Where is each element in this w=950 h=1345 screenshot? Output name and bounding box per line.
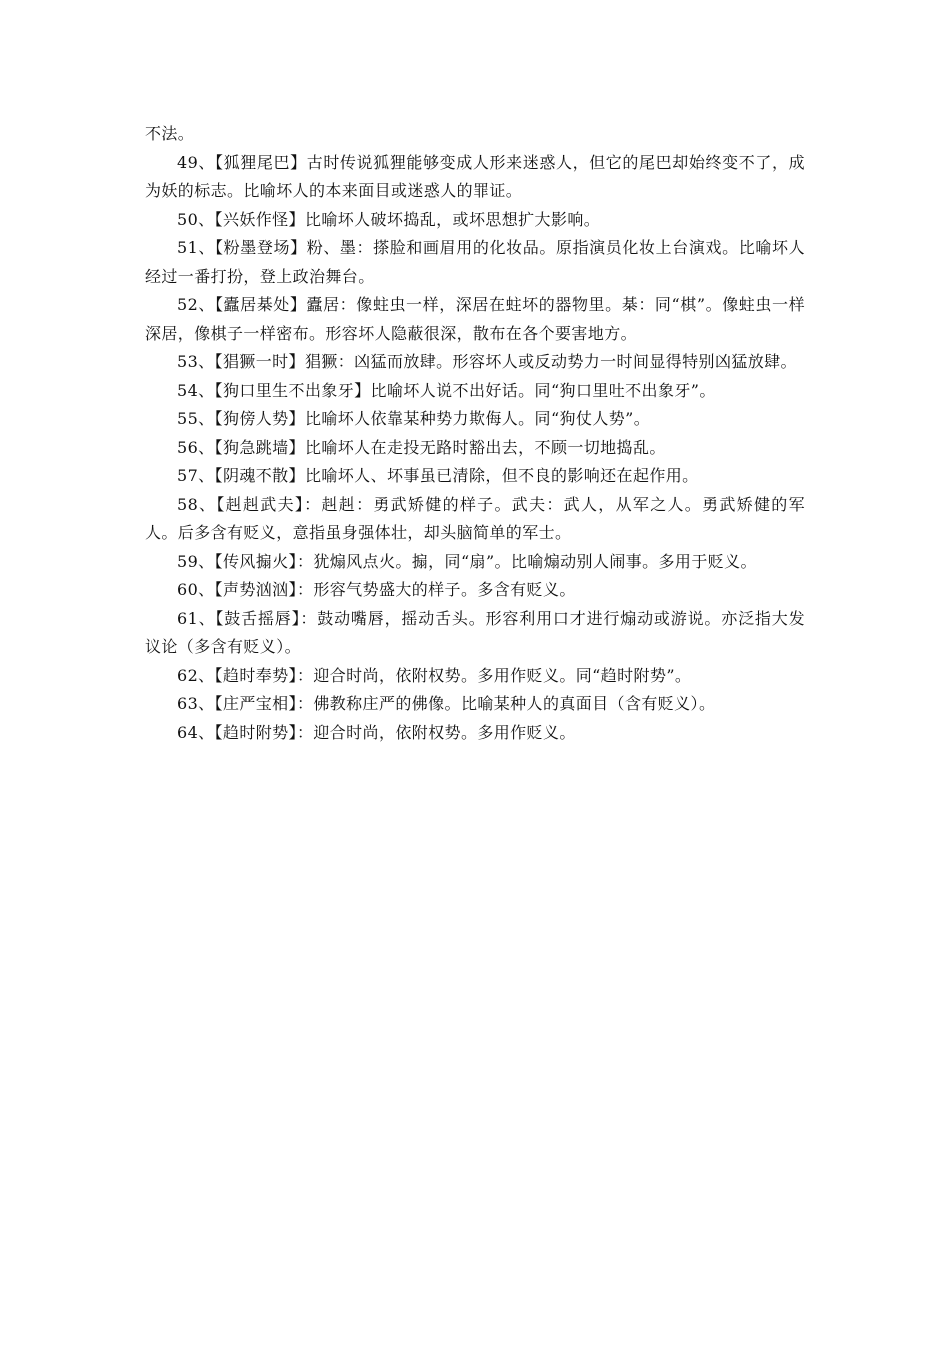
list-item: 53、【猖獗一时】猖獗：凶猛而放肆。形容坏人或反动势力一时间显得特别凶猛放肆。 bbox=[177, 352, 797, 371]
list-item: 57、【阴魂不散】比喻坏人、坏事虽已清除，但不良的影响还在起作用。 bbox=[177, 466, 699, 485]
list-item: 50、【兴妖作怪】比喻坏人破坏捣乱，或坏思想扩大影响。 bbox=[177, 209, 601, 229]
list-item: 56、【狗急跳墙】比喻坏人在走投无路时豁出去，不顾一切地捣乱。 bbox=[177, 437, 666, 457]
list-item: 59、【传风搧火】：犹煽风点火。搧，同“扇”。比喻煽动别人闹事。多用于贬义。 bbox=[177, 551, 757, 571]
list-item: 64、【趋时附势】：迎合时尚，依附权势。多用作贬义。 bbox=[177, 722, 576, 742]
list-item: 61、【鼓舌摇唇】：鼓动嘴唇，摇动舌头。形容利用口才进行煽动或游说。亦泛指大发议论（多含有贬义）。 bbox=[145, 608, 805, 656]
list-item: 49、【狐狸尾巴】古时传说狐狸能够变成人形来迷惑人，但它的尾巴却始终变不了，成为妖的标志。比喻坏人的本来面目或迷惑人的罪证。 bbox=[145, 152, 805, 200]
list-item: 58、【赳赳武夫】：赳赳：勇武矫健的样子。武夫：武人，从军之人。勇武矫健的军人。后多含有贬义，意指虽身强体壮，却头脑简单的军士。 bbox=[145, 494, 805, 542]
list-item: 54、【狗口里生不出象牙】比喻坏人说不出好话。同“狗口里吐不出象牙”。 bbox=[177, 380, 716, 400]
list-item: 62、【趋时奉势】：迎合时尚，依附权势。多用作贬义。同“趋时附势”。 bbox=[177, 665, 692, 685]
list-item: 60、【声势汹汹】：形容气势盛大的样子。多含有贬义。 bbox=[177, 580, 576, 599]
list-item: 55、【狗傍人势】比喻坏人依靠某种势力欺侮人。同“狗仗人势”。 bbox=[177, 409, 651, 428]
list-item: 51、【粉墨登场】粉、墨：搽脸和画眉用的化妆品。原指演员化妆上台演戏。比喻坏人经过一番打扮，登上政治舞台。 bbox=[145, 238, 805, 286]
idiom-list bbox=[145, 120, 805, 747]
list-item: 不法。 bbox=[145, 124, 195, 143]
list-item: 63、【庄严宝相】：佛教称庄严的佛像。比喻某种人的真面目（含有贬义）。 bbox=[177, 694, 716, 713]
list-item: 52、【蠹居棊处】蠹居：像蛀虫一样，深居在蛀坏的器物里。棊：同“棋”。像蛀虫一样深居，像棋子一样密布。形容坏人隐蔽很深，散布在各个要害地方。 bbox=[145, 295, 805, 343]
